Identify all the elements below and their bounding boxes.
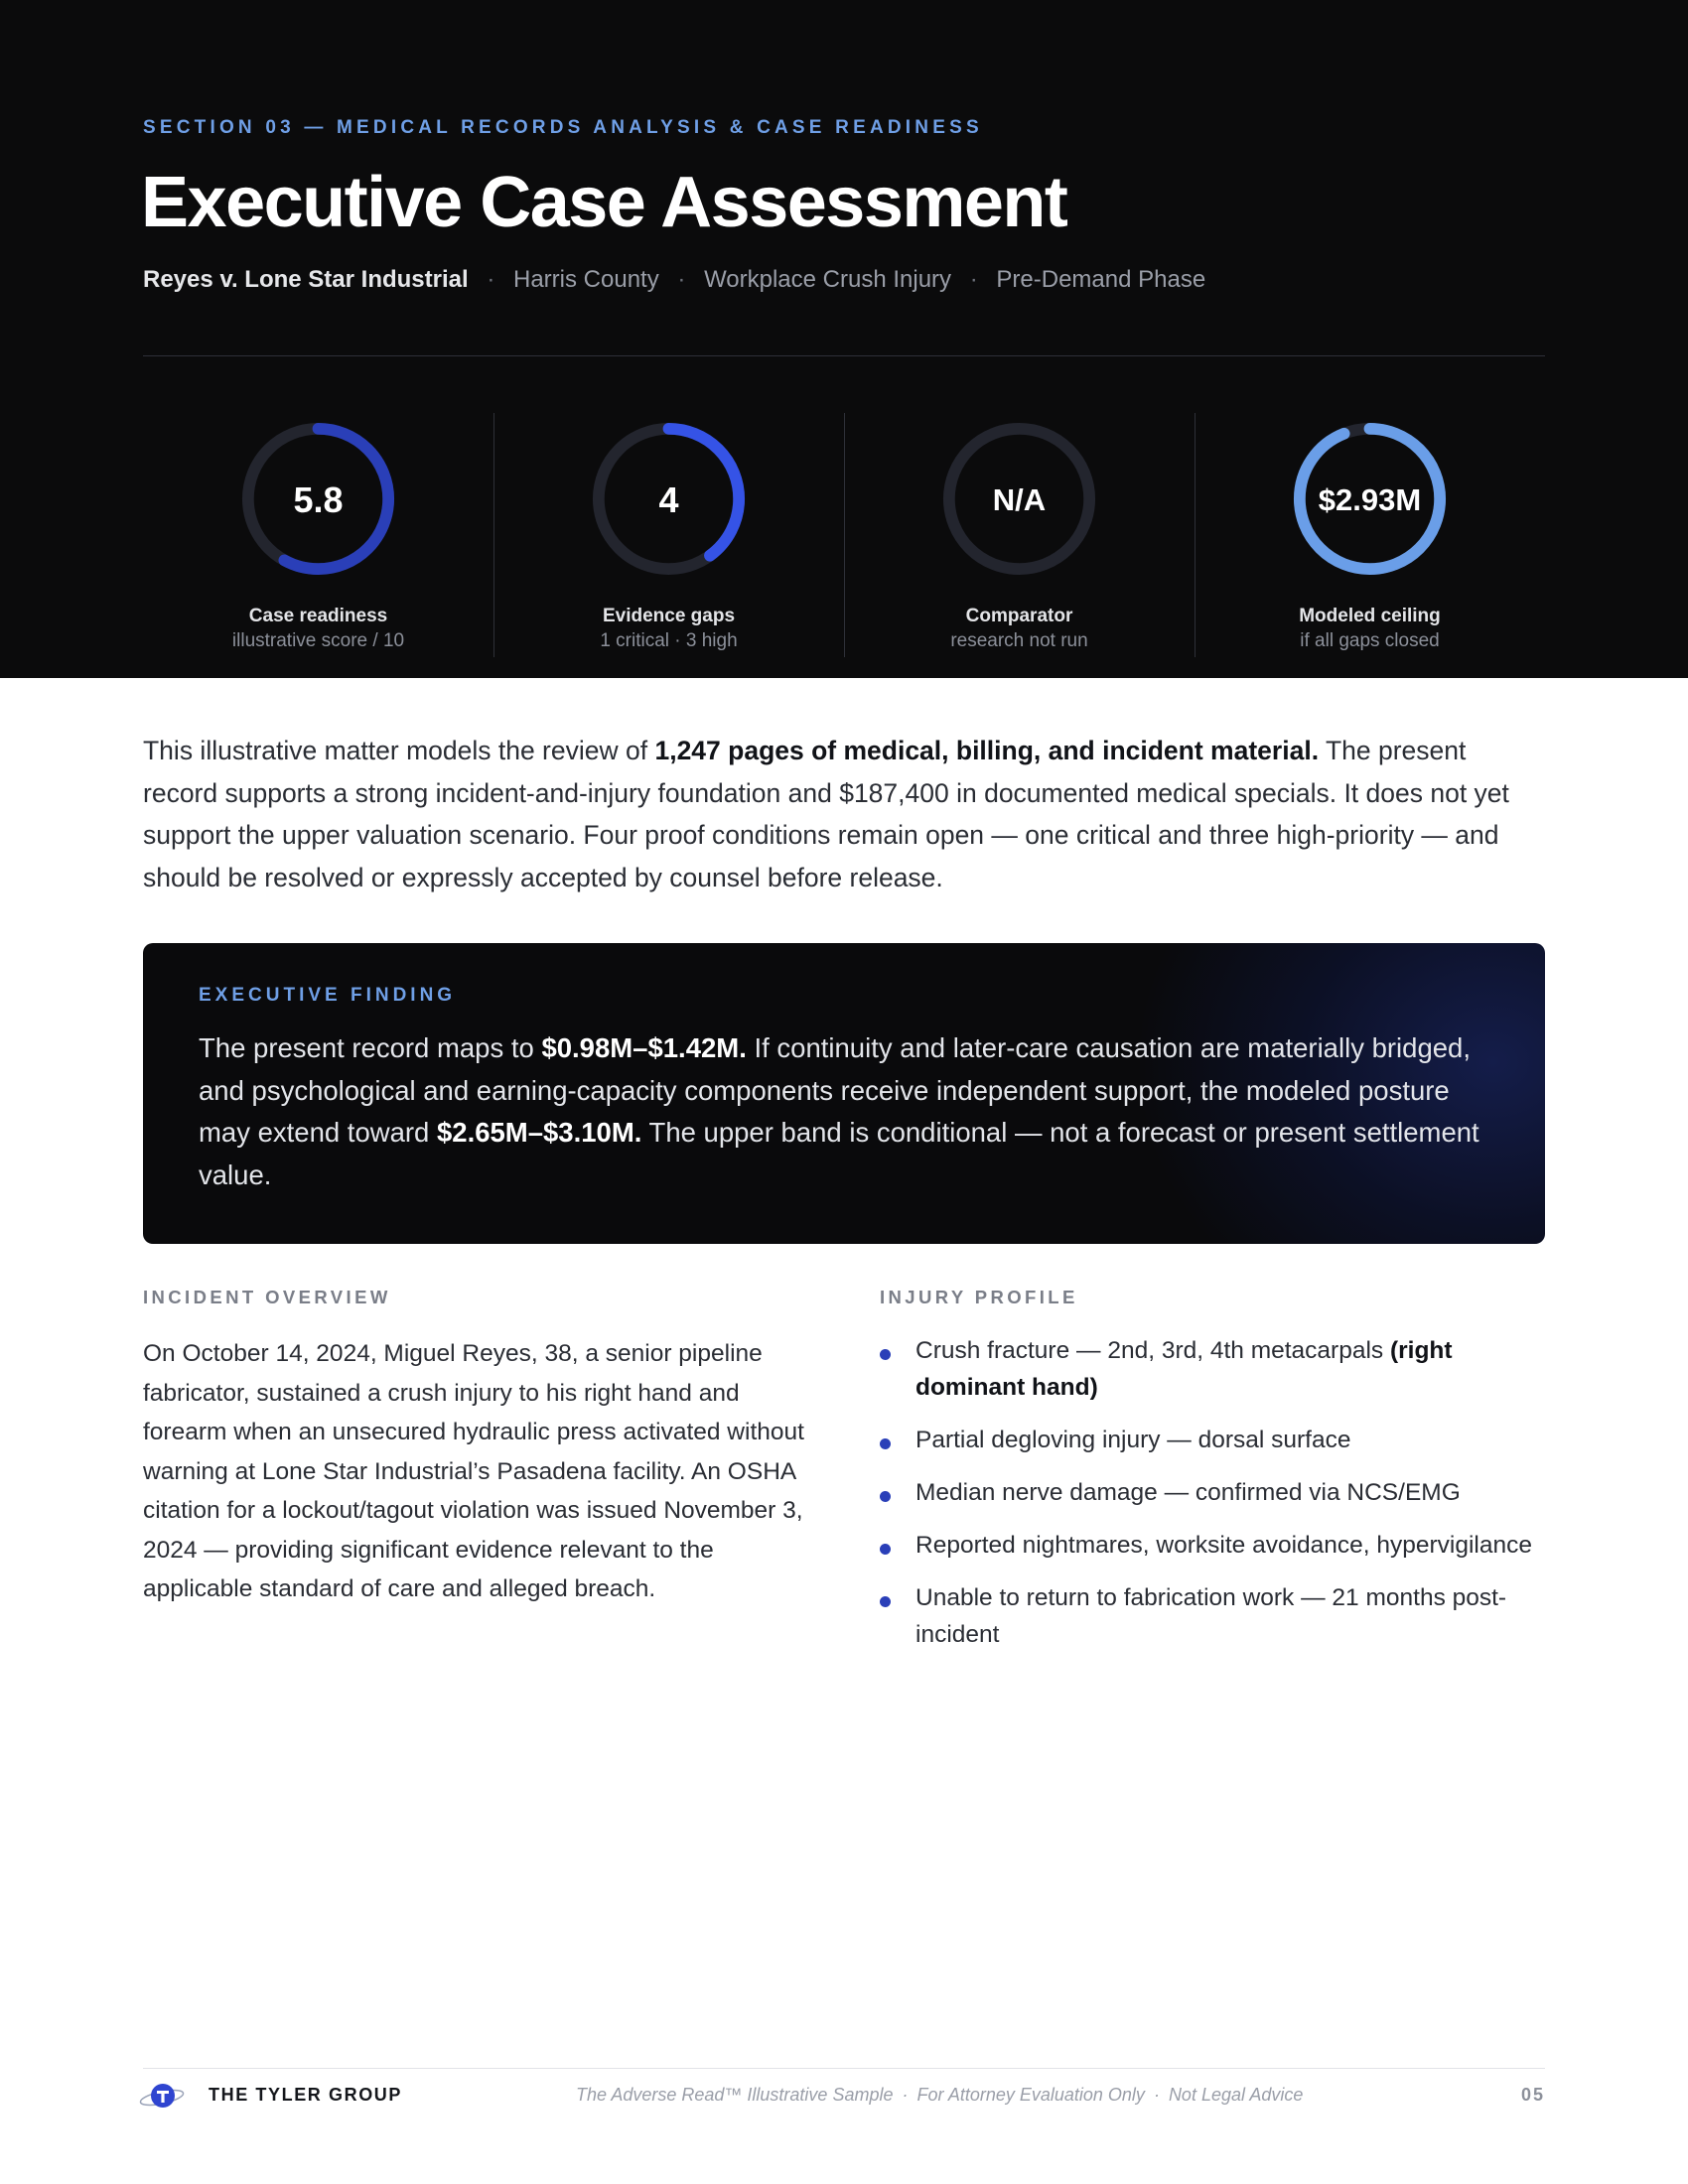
case-county: Harris County (513, 266, 659, 293)
kpi-evidence-gaps (493, 413, 844, 657)
finding-part: If continuity and later-care causation are materially bridged, and psychological and earning-capacity components receive independent support, the modeled posture may extend toward (199, 1032, 1471, 1148)
kpi-sublabel: illustrative score / 10 (231, 630, 405, 651)
kpi-value: 5.8 (293, 479, 344, 520)
kpi-label: Evidence gaps (602, 606, 736, 626)
finding-part: The upper band is conditional — not a forecast or present settlement value. (199, 1117, 1479, 1190)
finding-range-upper: $2.65M–$3.10M. (436, 1117, 642, 1148)
kpi-sublabel: if all gaps closed (1300, 630, 1440, 651)
footer-brand: THE TYLER GROUP (209, 2085, 403, 2105)
hero-band (0, 0, 1688, 678)
incident-overview-text: On October 14, 2024, Miguel Reyes, 38, a senior pipeline fabricator, sustained a crush injury to his right hand and forearm when an unsecured hydraulic press activated without warning at Lone Star Industrial’s Pasadena facility. An OSHA citation for a lockout/tagout violation was issued November 3, 2024 — providing significant evidence relevant to the applicable standard of care and alleged breach. (143, 1340, 804, 1602)
bullet-dot (880, 1544, 891, 1555)
finding-range-present: $0.98M–$1.42M. (541, 1032, 747, 1063)
kpi-value: $2.93M (1318, 482, 1422, 517)
injury-text: Crush fracture — 2nd, 3rd, 4th metacarpals (915, 1337, 1390, 1364)
kpi-comparator (844, 413, 1195, 657)
list-item (880, 1474, 1545, 1511)
injury-text: Reported nightmares, worksite avoidance, hypervigilance (915, 1532, 1532, 1559)
case-name: Reyes v. Lone Star Industrial (143, 266, 469, 293)
injury-text: Partial degloving injury — dorsal surface (915, 1427, 1351, 1453)
injury-text: Median nerve damage — confirmed via NCS/EMG (915, 1479, 1461, 1506)
list-item (880, 1579, 1545, 1653)
separator-dot: · (1153, 2085, 1160, 2105)
separator-dot: · (969, 266, 978, 293)
injury-emphasis: (right dominant hand) (915, 1337, 1453, 1401)
injury-profile-heading: INJURY PROFILE (880, 1287, 1078, 1307)
list-item (880, 1527, 1545, 1564)
kpi-sublabel: 1 critical · 3 high (600, 630, 738, 651)
page-title: Executive Case Assessment (141, 163, 1067, 242)
footer-note: The Adverse Read™ Illustrative Sample (576, 2085, 894, 2105)
tyler-group-logo-icon (139, 2081, 189, 2113)
case-subline (143, 266, 1205, 294)
finding-text (199, 1027, 1489, 1196)
finding-part: The present record maps to (199, 1032, 542, 1063)
finding-eyebrow: EXECUTIVE FINDING (199, 985, 457, 1006)
kpi-label: Comparator (965, 606, 1073, 626)
bullet-dot (880, 1491, 891, 1502)
footer-note: Not Legal Advice (1168, 2085, 1304, 2105)
kpi-case-readiness (143, 413, 493, 657)
bullet-dot (880, 1349, 891, 1360)
kpi-sublabel: research not run (950, 630, 1088, 651)
case-phase: Pre-Demand Phase (996, 266, 1206, 293)
footer-disclaimer (576, 2085, 1303, 2106)
executive-finding-card (143, 943, 1545, 1244)
kpi-value: N/A (992, 482, 1047, 517)
incident-overview-heading: INCIDENT OVERVIEW (143, 1287, 391, 1307)
bullet-dot (880, 1596, 891, 1607)
list-item (880, 1332, 1545, 1406)
kpi-label: Case readiness (248, 606, 388, 626)
kpi-label: Modeled ceiling (1299, 606, 1441, 626)
separator-dot: · (487, 266, 495, 293)
separator-dot: · (902, 2085, 909, 2105)
kpi-row (143, 413, 1545, 657)
injury-text: Unable to return to fabrication work — 21 months post-incident (915, 1584, 1507, 1648)
hero-divider (143, 355, 1545, 356)
page-number: 05 (1520, 2085, 1545, 2105)
footer-note: For Attorney Evaluation Only (916, 2085, 1145, 2105)
kpi-modeled-ceiling (1195, 413, 1545, 657)
intro-paragraph (143, 730, 1545, 898)
intro-rest: The present record supports a strong incident-and-injury foundation and $187,400 in documented medical specials. It does not yet support the upper valuation scenario. Four proof conditions remain open — one critical and three high-priority — and should be resolved or expressly accepted by counsel before release. (143, 736, 1509, 892)
injury-list (880, 1332, 1545, 1669)
intro-emphasis: 1,247 pages of medical, billing, and incident material. (654, 736, 1320, 765)
section-eyebrow: SECTION 03 — MEDICAL RECORDS ANALYSIS & CASE READINESS (143, 117, 983, 138)
footer-divider (143, 2068, 1545, 2069)
kpi-value: 4 (658, 479, 679, 520)
list-item (880, 1422, 1545, 1458)
separator-dot: · (677, 266, 686, 293)
case-type: Workplace Crush Injury (704, 266, 952, 293)
intro-lead: This illustrative matter models the review of (143, 736, 655, 765)
bullet-dot (880, 1438, 891, 1449)
